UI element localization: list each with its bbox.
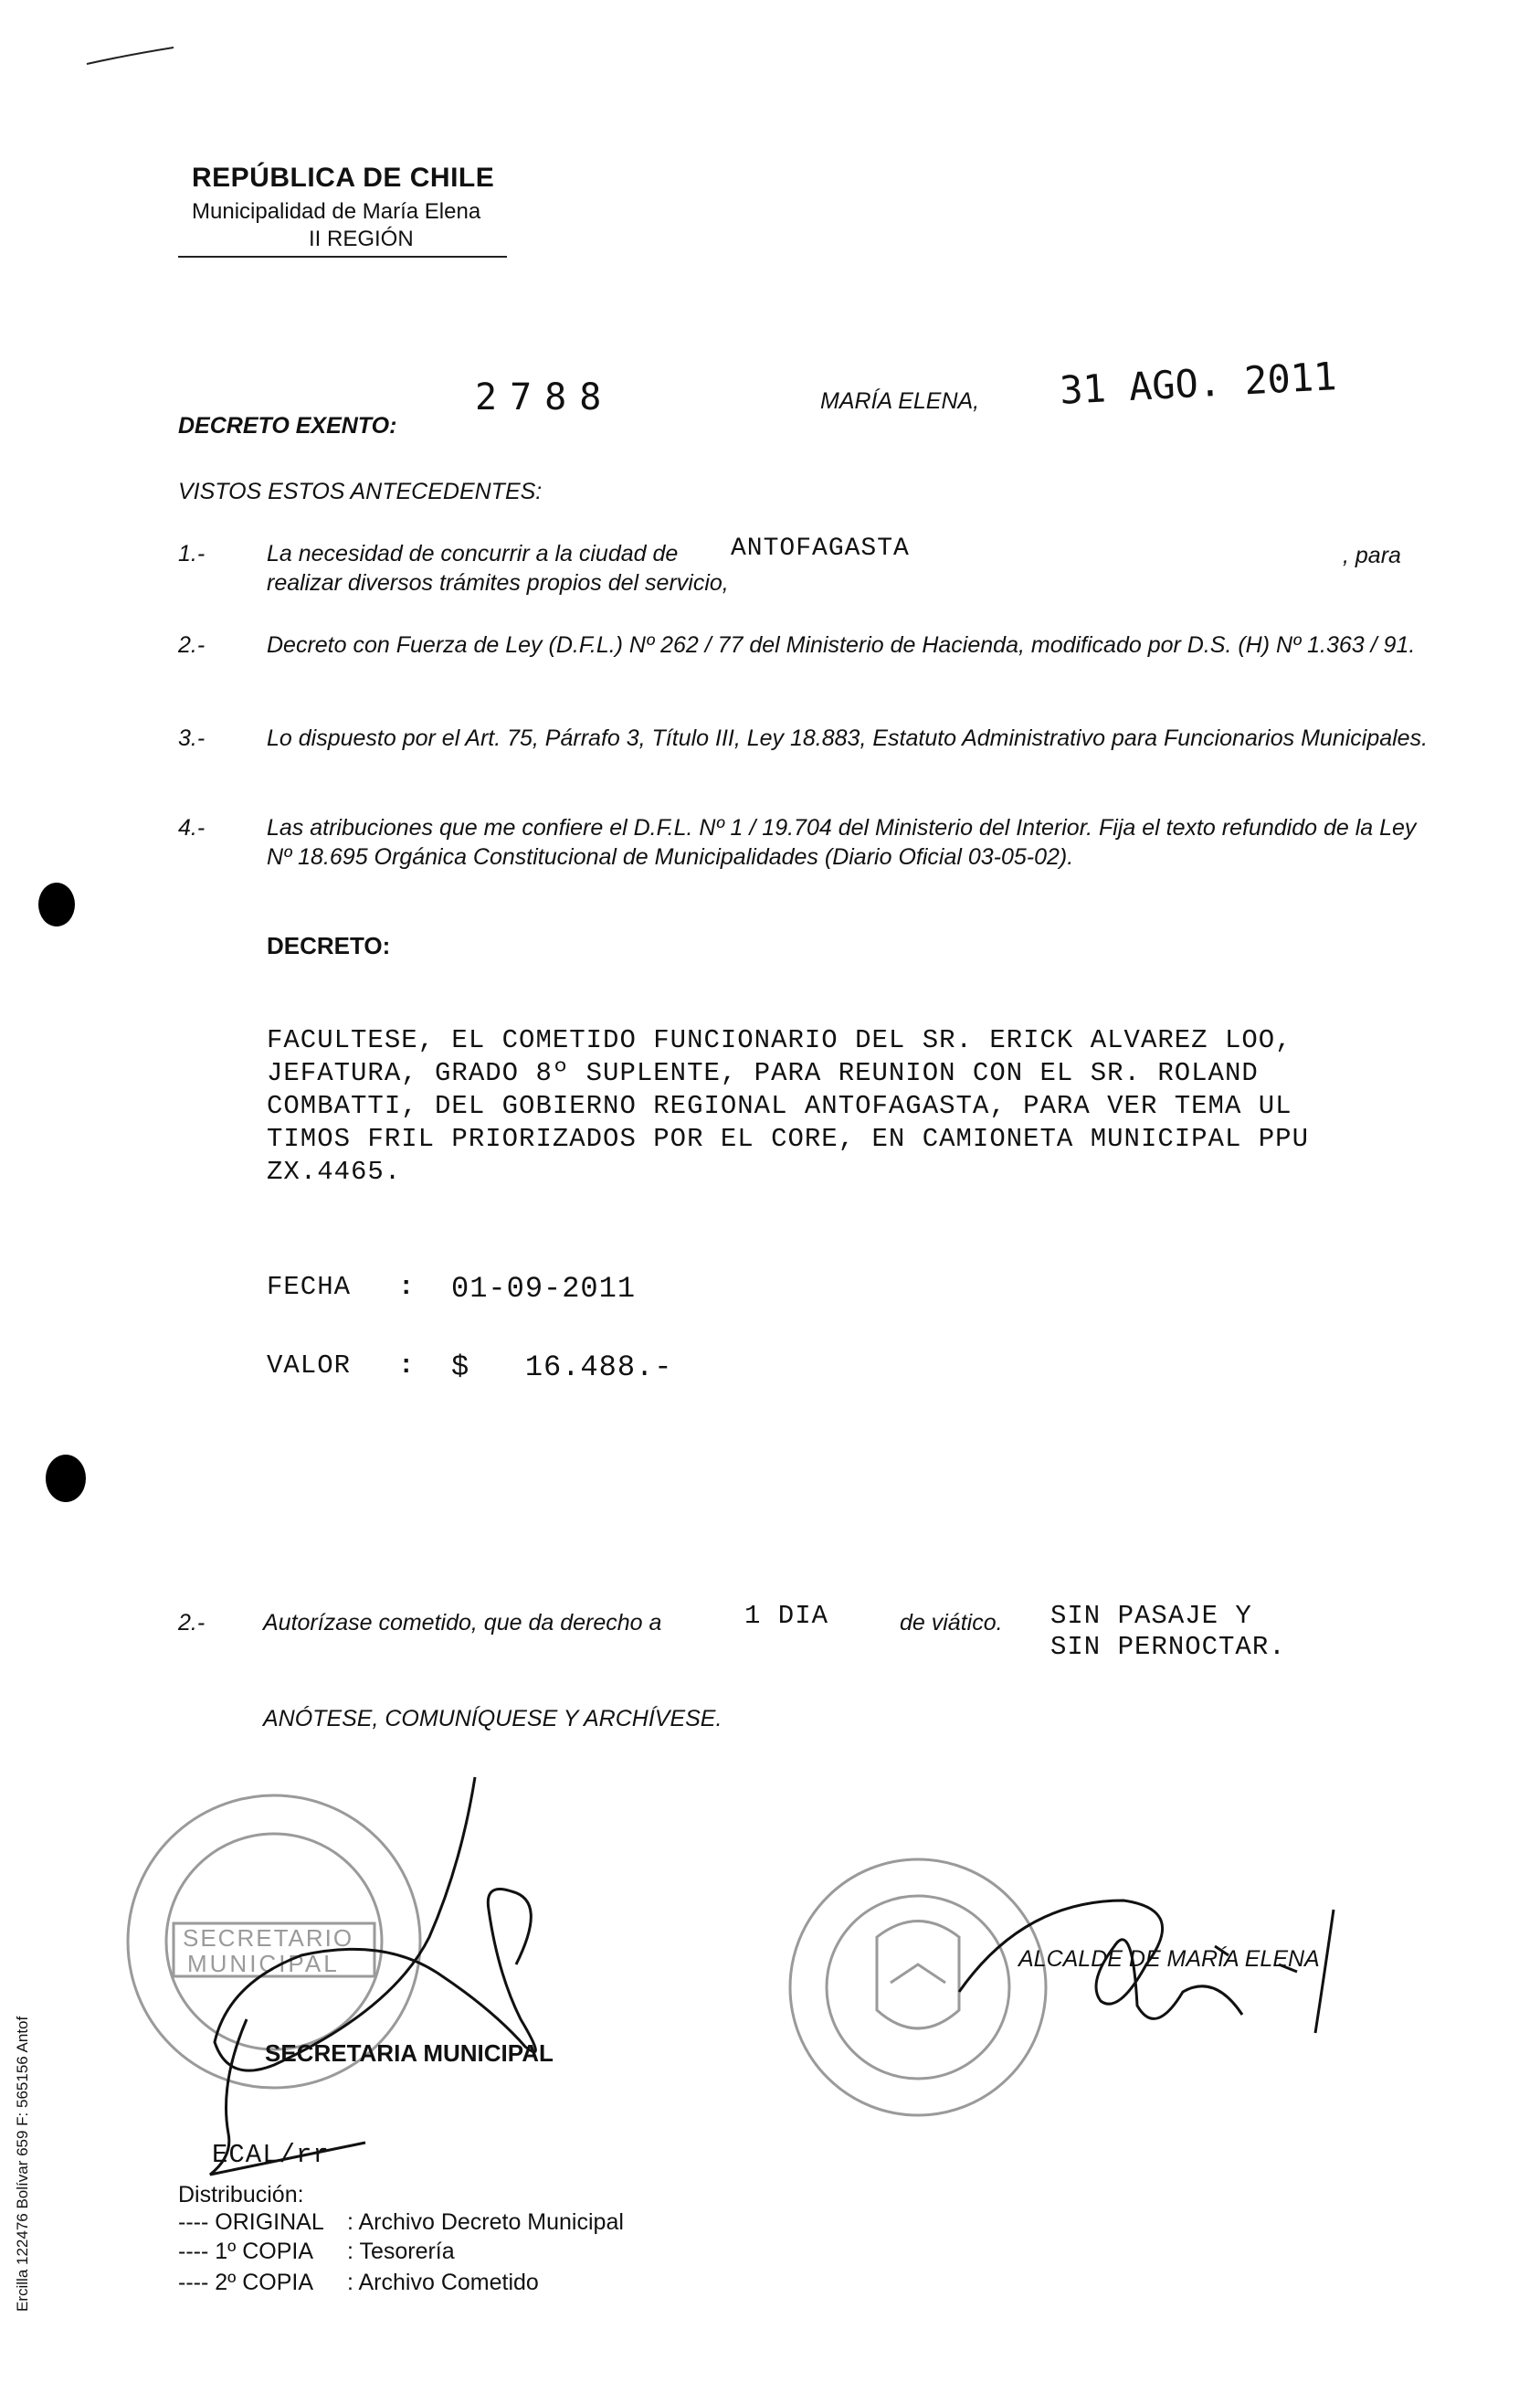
fecha-label: FECHA	[267, 1272, 352, 1302]
item2-note-2: SIN PERNOCTAR.	[1050, 1632, 1286, 1662]
corner-mark	[87, 48, 174, 64]
fecha-colon: :	[398, 1272, 416, 1302]
decreto-body-line-4: TIMOS FRIL PRIORIZADOS POR EL CORE, EN CAMIONETA MUNICIPAL PPU	[267, 1124, 1309, 1154]
item2-num: 2.-	[178, 1610, 206, 1636]
decree-date: 31 AGO. 2011	[1058, 354, 1338, 413]
mayor-stamp	[790, 1859, 1046, 2115]
item2-viatico: de viático.	[900, 1610, 1003, 1636]
distribution-row-2-dest: : Tesorería	[347, 2239, 455, 2264]
secretary-title: SECRETARIA MUNICIPAL	[265, 2039, 554, 2067]
fecha-value: 01-09-2011	[451, 1272, 637, 1306]
distribution-row-1-copy: ---- ORIGINAL	[178, 2209, 324, 2235]
closing-phrase: ANÓTESE, COMUNÍQUESE Y ARCHÍVESE.	[263, 1706, 723, 1731]
distribution-heading: Distribución:	[178, 2182, 304, 2207]
decreto-body-line-3: COMBATTI, DEL GOBIERNO REGIONAL ANTOFAGASTA, PARA VER TEMA UL	[267, 1091, 1292, 1121]
punch-hole-top	[38, 883, 75, 926]
secretary-stamp-line-2: MUNICIPAL	[187, 1950, 340, 1977]
vistos-item-2-text: Decreto con Fuerza de Ley (D.F.L.) Nº 262 / 77 del Ministerio de Hacienda, modificado por D.S. (H) Nº 1.363 / 91.	[267, 632, 1416, 658]
valor-label: VALOR	[267, 1350, 352, 1381]
region-label: II REGIÓN	[309, 227, 414, 251]
decreto-body-line-5: ZX.4465.	[267, 1157, 402, 1187]
valor-colon: :	[398, 1350, 416, 1381]
secretary-stamp-line-1: SECRETARIO	[183, 1924, 354, 1952]
typist-initials: ECAL/rr	[212, 2140, 330, 2170]
decreto-body-line-2: JEFATURA, GRADO 8º SUPLENTE, PARA REUNION CON EL SR. ROLAND	[267, 1058, 1259, 1088]
vistos-item-1-city: ANTOFAGASTA	[731, 535, 910, 563]
vistos-item-3-text: Lo dispuesto por el Art. 75, Párrafo 3, Título III, Ley 18.883, Estatuto Administrativo para Funcionarios Municipales.	[267, 725, 1429, 751]
decree-label: DECRETO EXENTO:	[178, 413, 397, 439]
vistos-item-4-text: Las atribuciones que me confiere el D.F.L. Nº 1 / 19.704 del Ministerio del Interior. Fija el texto refundido de la Ley Nº 18.695 Orgánica Constitucional de Municipalidades (Diario Oficial 03-05-02).	[267, 815, 1417, 870]
vistos-item-1-text-a: La necesidad de concurrir a la ciudad de	[267, 541, 679, 566]
vistos-item-3-num: 3.-	[178, 725, 206, 751]
decreto-body-line-1: FACULTESE, EL COMETIDO FUNCIONARIO DEL SR. ERICK ALVAREZ LOO,	[267, 1025, 1292, 1055]
vistos-item-1-text-c: realizar diversos trámites propios del servicio,	[267, 570, 729, 596]
decreto-heading: DECRETO:	[267, 932, 391, 959]
valor-value: $ 16.488.-	[451, 1350, 673, 1384]
vistos-heading: VISTOS ESTOS ANTECEDENTES:	[178, 479, 543, 504]
distribution-row-1-dest: : Archivo Decreto Municipal	[347, 2209, 624, 2235]
mayor-title: ALCALDE DE MARÍA ELENA	[1018, 1946, 1320, 1972]
country-title: REPÚBLICA DE CHILE	[192, 163, 495, 193]
vistos-item-2-num: 2.-	[178, 632, 206, 658]
vistos-item-1-num: 1.-	[178, 541, 206, 566]
city-label: MARÍA ELENA,	[820, 388, 980, 414]
decree-number: 2788	[475, 376, 615, 418]
item2-note-1: SIN PASAJE Y	[1050, 1601, 1252, 1631]
item2-text: Autorízase cometido, que da derecho a	[263, 1610, 662, 1636]
distribution-row-2-copy: ---- 1º COPIA	[178, 2239, 314, 2264]
printer-note: Ercilla 122476 Bolívar 659 F: 565156 Antof	[14, 2016, 31, 2312]
distribution-row-3-copy: ---- 2º COPIA	[178, 2270, 314, 2295]
item2-days: 1 DIA	[744, 1601, 829, 1631]
municipality-name: Municipalidad de María Elena	[192, 199, 481, 224]
vistos-item-4-num: 4.-	[178, 815, 206, 841]
punch-hole-bottom	[46, 1455, 86, 1502]
distribution-row-3-dest: : Archivo Cometido	[347, 2270, 539, 2295]
vistos-item-1-text-b: , para	[1343, 543, 1401, 568]
